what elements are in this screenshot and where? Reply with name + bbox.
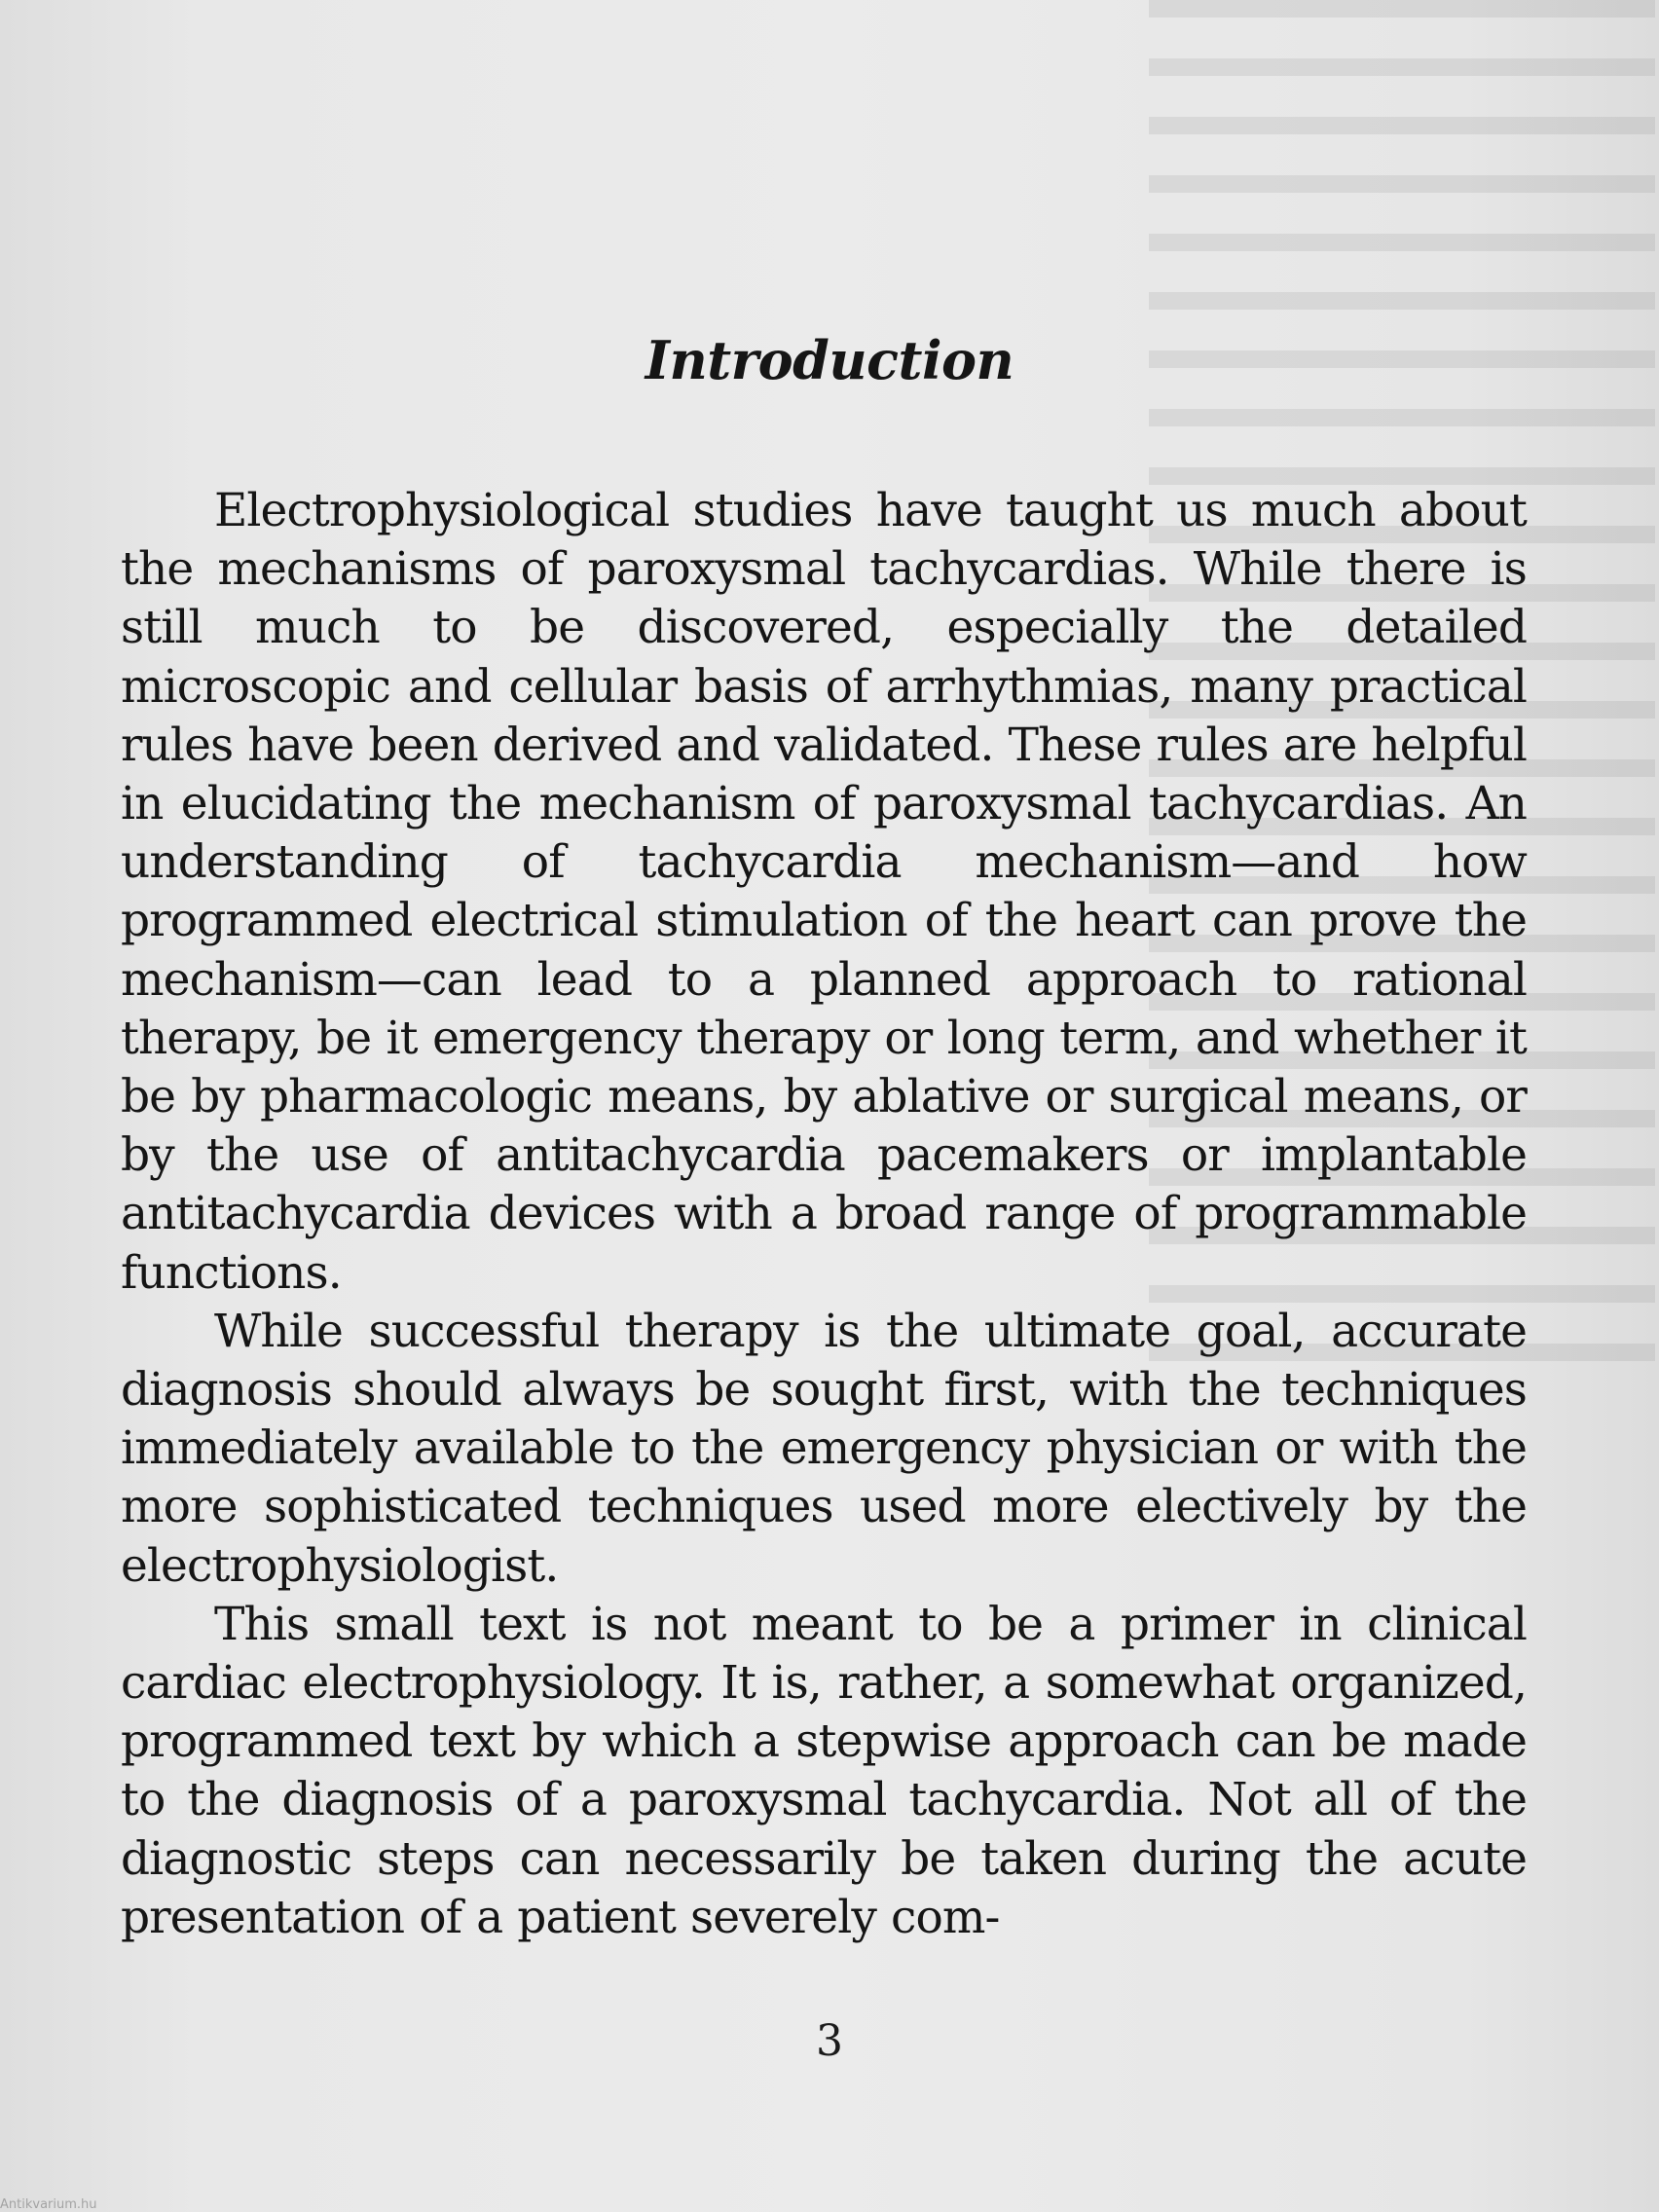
paragraph-3: This small text is not meant to be a primer in clinical cardiac electrophysiology. It is, rather, a somewhat organized, programmed text by which a stepwise approach can be made to the diagnosis of a paroxysmal tachycardia. Not all of the diagnostic steps can necessarily be taken during the acute presentation of a patient severely com- bbox=[121, 1597, 1527, 1944]
page-number: 3 bbox=[816, 2016, 843, 2066]
watermark: Antikvarium.hu bbox=[0, 2197, 97, 2212]
chapter-title: Introduction bbox=[645, 329, 1014, 391]
body-text bbox=[121, 482, 1527, 1947]
paragraph-2: While successful therapy is the ultimate goal, accurate diagnosis should always be sought first, with the techniques immediately available to the emergency physician or with the more sophisticated techniques used more electively by the electrophysiologist. bbox=[121, 1304, 1527, 1593]
paragraph-1: Electrophysiological studies have taught us much about the mechanisms of paroxysmal tachycardias. While there is still much to be discovered, especially the detailed microscopic and cellular basis of arrhythmias, many practical rules have been derived and validated. These rules are helpful in elucidating the mechanism of paroxysmal tachycardias. An understanding of tachycardia mechanism—and how programmed electrical stimulation of the heart can prove the mechanism—can lead to a planned approach to rational therapy, be it emergency therapy or long term, and whether it be by pharmacologic means, by ablative or surgical means, or by the use of antitachycardia pacemakers or implantable antitachycardia devices with a broad range of programmable functions. bbox=[121, 484, 1527, 1300]
